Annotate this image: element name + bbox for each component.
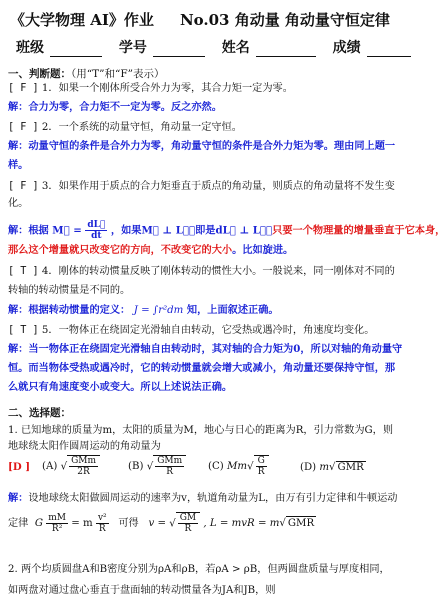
- q5-solution-line1: 解：当一物体正在绕固定光滑轴自由转动时，其对轴的合力矩为0，所以对轴的角动量守: [8, 343, 403, 355]
- q5-solution-line3: 么就只有角速度变小或变大。所以上述说法正确。: [8, 381, 233, 393]
- class-label: 班级: [16, 40, 44, 56]
- q3-sol-highlight2: 那么这个增量就只改变它的方向，不改变它的大小: [8, 244, 233, 256]
- q3-sol-tail: 。比如旋进。: [232, 244, 294, 256]
- sqrt-icon: √ $\frac{\text{GMm}}{2R}$: [61, 455, 100, 477]
- q3-solution-line1: [8, 220, 445, 241]
- section-judgement-title: 一、判断题：: [8, 68, 71, 80]
- q3-sol-prefix: 解：根据: [8, 224, 49, 237]
- sqrt-icon: √ GMR: [279, 518, 315, 529]
- q2-solution-line2: 样。: [8, 159, 29, 171]
- score-label: 成绩: [332, 40, 361, 56]
- section-choice-heading: 二、选择题：: [8, 407, 71, 419]
- choice-q1-option-a[interactable]: (A) √ $\frac{\text{GMm}}{2R}$: [42, 455, 100, 477]
- name-field[interactable]: [256, 42, 316, 57]
- choice-q1-line2: 地球绕太阳作圆周运动的角动量为: [8, 441, 161, 452]
- sqrt-icon: √ $\frac{G}{R}$: [247, 455, 269, 477]
- q4-solution: [8, 304, 279, 317]
- judgement-q5: [8, 324, 374, 337]
- q2-text: 2．一个系统的动量守恒，角动量一定守恒。: [41, 122, 242, 133]
- q3-solution-line2: [8, 244, 293, 257]
- q4-formula: J = ∫r²dm: [133, 305, 184, 316]
- q3-formula-fraction: $\frac{dL⃗}{dt}$: [87, 220, 106, 241]
- choice-q1-option-b[interactable]: (B) √ $\frac{\text{GMm}}{R}$: [128, 455, 186, 477]
- q5-text: 5．一物体正在绕固定光滑轴自由转动，它受热或遇冷时，角速度均变化。: [41, 325, 375, 336]
- q2-solution-line1: 解：动量守恒的条件是合外力为零，角动量守恒的条件是合外力矩为零。理由同上题一: [8, 140, 396, 152]
- q3-text-line2: 化。: [8, 198, 29, 209]
- q1-solution: 解：合力为零，合力矩不一定为零。反之亦然。: [8, 101, 222, 113]
- q3-sol-middle: ，如果M⃗ ⊥ L⃗，即是dL⃗ ⊥ L⃗，: [110, 224, 273, 237]
- q4-answer-mark: [ T ]: [8, 266, 39, 277]
- q5-solution-line2: 恒。而当物体受热或遇冷时，它的转动惯量就会增大或减小，角动量还要保持守恒，那: [8, 362, 396, 374]
- choice-q1-line1: 1. 已知地球的质量为m，太阳的质量为M，地心与日心的距离为R，引力常数为G，则: [8, 425, 394, 436]
- judgement-q1: [8, 82, 293, 95]
- q3-formula-lhs: M⃗ =: [52, 224, 82, 237]
- title-course: 《大学物理 AI》作业: [10, 11, 154, 29]
- title-topic: No.03 角动量 角动量守恒定律: [179, 11, 390, 29]
- class-field[interactable]: [50, 42, 102, 57]
- section-judgement-note: （用“T”和“F”表示）: [71, 68, 165, 80]
- judgement-q4: [8, 265, 395, 278]
- choice-q1-answer: [D ]: [8, 461, 31, 473]
- name-label: 姓名: [221, 40, 250, 56]
- q1-text: 1．如果一个刚体所受合外力为零，其合力矩一定为零。: [41, 83, 293, 94]
- q4-sol-suffix: 知，上面叙述正确。: [186, 304, 279, 316]
- sqrt-icon: √ GMR: [329, 462, 364, 473]
- sqrt-icon: √ $\frac{\text{GMm}}{R}$: [147, 455, 186, 477]
- page-title: [0, 9, 400, 30]
- q1-answer-mark: [ F ]: [8, 83, 39, 94]
- judgement-q2: [8, 121, 242, 134]
- choice-q1-option-d[interactable]: (D) m√ GMR: [300, 462, 364, 473]
- q4-text-line1: 4．刚体的转动惯量反映了刚体转动的惯性大小。一般说来，同一刚体对不同的: [41, 266, 395, 277]
- choice-q1-option-c[interactable]: (C) Mm√ $\frac{G}{R}$: [208, 455, 269, 477]
- choice-q1-solution-line2: 定律 G $\frac{mM}{\text{R²}}$ = m $\frac{\text{v²}}{R}$ 可得 v = √ $\frac{GM}{R}$ , L = mvR = m√ GMR: [8, 512, 315, 534]
- q3-sol-highlight: 只要一个物理量的增量垂直于它本身，: [272, 224, 445, 237]
- student-id-field[interactable]: [153, 42, 205, 57]
- q3-text-line1: 3．如果作用于质点的合力矩垂直于质点的角动量，则质点的角动量将不发生变: [41, 181, 395, 192]
- student-id-label: 学号: [118, 40, 147, 56]
- q3-answer-mark: [ F ]: [8, 181, 39, 192]
- choice-q2-line1: 2. 两个均质圆盘A和B密度分别为ρA和ρB，若ρA > ρB，但两圆盘质量与厚度相同，: [8, 564, 390, 575]
- sqrt-icon: √ $\frac{GM}{R}$: [169, 512, 200, 534]
- q4-sol-prefix: 解：根据转动惯量的定义：: [8, 304, 131, 316]
- q4-text-line2: 转轴的转动惯量是不同的。: [8, 285, 131, 296]
- judgement-q3: [8, 180, 395, 193]
- choice-q1-solution-line1: 解：设地球绕太阳做圆周运动的速率为v，轨道角动量为L，由万有引力定律和牛顿运动: [8, 492, 398, 504]
- q5-answer-mark: [ T ]: [8, 325, 39, 336]
- section-judgement-heading: [8, 66, 165, 81]
- q2-answer-mark: [ F ]: [8, 122, 39, 133]
- student-info-row: [16, 37, 386, 57]
- score-field[interactable]: [367, 42, 411, 57]
- choice-q2-line2: 如两盘对通过盘心垂直于盘面轴的转动惯量各为JA和JB，则: [8, 585, 276, 596]
